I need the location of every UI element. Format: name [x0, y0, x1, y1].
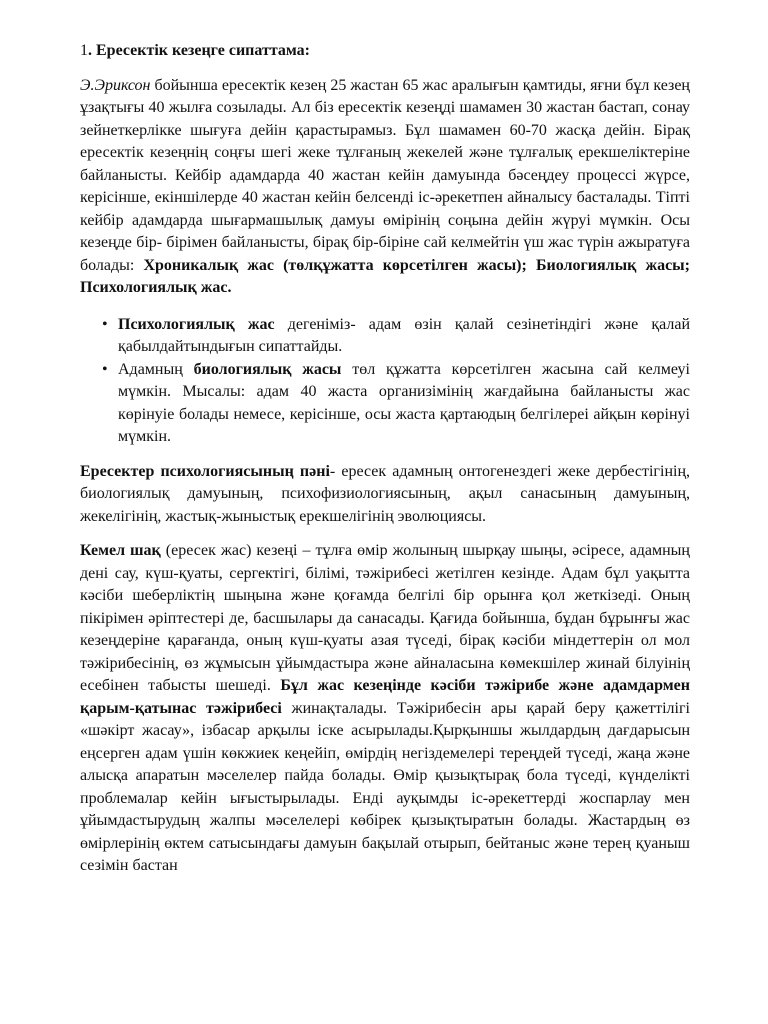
age-types-bold: Хроникалық жас (төлқұжатта көрсетілген жасы); Биологиялық жасы; Психологиялық жас.: [80, 256, 690, 296]
list-item: [80, 359, 690, 449]
bullet-icon: •: [102, 360, 108, 378]
paragraph-subject: [80, 461, 690, 529]
paragraph-erikson: [80, 75, 690, 300]
section-heading: [80, 40, 690, 63]
paragraph-mature-age: [80, 540, 690, 878]
list-item: [80, 314, 690, 359]
heading-number: 1: [80, 42, 88, 59]
subject-term: Ересектер психологиясының пәні: [80, 462, 330, 480]
paragraph-text: - ересек адамның онтогенездегі жеке дербестігінің, биологиялық дамуының, психофизиологиясының, ақыл санасының дамуының, жекелігінің, жастық-жыныстық ерекшелігінің эволюциясы.: [80, 462, 691, 525]
author-name: Э.Эриксон: [80, 76, 151, 94]
bullet-icon: •: [102, 315, 108, 333]
list-item-term: биологиялық жасы: [193, 360, 342, 378]
paragraph-text: (ересек жас) кезеңі – тұлға өмір жолының шырқау шыңы, әсіресе, адамның дені сау, күш-қуаты, сергектігі, білімі, тәжірибесі жетілген кезінде. Адам бұл уақытта кәсіби шеберліктің шыңына және қоғамда белгілі бір орынға қол жеткізеді. Оның пікірімен әріптестері де, басшылары да санасады. Қағида бойынша, бұдан бұрынғы жас кезеңдеріне қарағанда, оның күш-қуаты азая түседі, бірақ кәсіби міндеттерін ол мол тәжірибесінің, өз жұмысын ұйымдастыра және айналасына көмекшілер жинай білуінің есебінен табысты шешеді.: [80, 542, 690, 694]
experience-bold: Бұл жас кезеңінде кәсіби тәжірибе және адамдармен қарым-қатынас тәжірибесі: [80, 677, 691, 717]
list-item-text: дегеніміз- адам өзін қалай сезінетіндігі және қалай қабылдайтындығын сипаттайды.: [118, 315, 691, 355]
paragraph-text: бойынша ересектік кезең 25 жастан 65 жас аралығын қамтиды, яғни бұл кезең ұзақтығы 40 жылға созылады. Ал біз ересектік кезеңді шамамен 30 жастан бастап, сонау зейнеткерлікке шығуға дейін қарастырамыз. Бұл шамамен 60-70 жасқа дейін. Бірақ ересектік кезеңнің соңғы шегі жеке тұлғаның жекелей және тұлғалық ерекшеліктеріне байланысты. Кейбір адамдарда 40 жастан кейін дамуында бәсеңдеу процессі жүрсе, керісінше, екіншілерде 40 жастан кейін белсенді іс-әрекетпен айналысу басталады. Тіпті кейбір адамдарда шығармашылық дамуы өмірінің соңына дейін жүруі мүмкін. Осы кезеңде бір- бірімен байланысты, бірақ бір-біріне сай келмейтін үш жас түрін ажыратуға болады:: [80, 76, 690, 274]
list-item-text: төл құжатта көрсетілген жасына сай келмеуі мүмкін. Мысалы: адам 40 жаста организімінің жағдайына байланысты жас көрінуіе болады немесе, керісінше, осы жаста қартаюдың белгілереі айқын көрінуі мүмкін.: [118, 360, 690, 445]
bullet-list: [80, 314, 690, 449]
paragraph-text: жинақталады. Тәжірибесін ары қарай беру қажеттілігі «шәкірт жасау», ізбасар арқылы іске асырылады.Қырқыншы жылдардың дағдарысын еңсерген адам үшін көкжиек кеңейіп, өмірдің негіздемелері тереңдей түседі, жаңа және алысқа апаратын мәселелер пайда болады. Өмір қызықтырақ бола түседі, күнделікті проблемалар кейін ығыстырылады. Енді ауқымды іс-әрекеттерді жоспарлау мен ұйымдастырудың жалпы мәселелері көбірек қызықтыратын болады. Жастардың өз өмірлерінің өктем сатысындағы дамуын бақылай отырып, бейтаныс және терең қуаныш сезімін бастан: [80, 699, 690, 874]
mature-age-term: Кемел шақ: [80, 542, 161, 559]
list-item-term: Психологиялық жас: [118, 315, 275, 333]
heading-title: . Ересектік кезеңге сипаттама:: [88, 42, 310, 59]
list-item-prefix: Адамның: [118, 360, 194, 378]
